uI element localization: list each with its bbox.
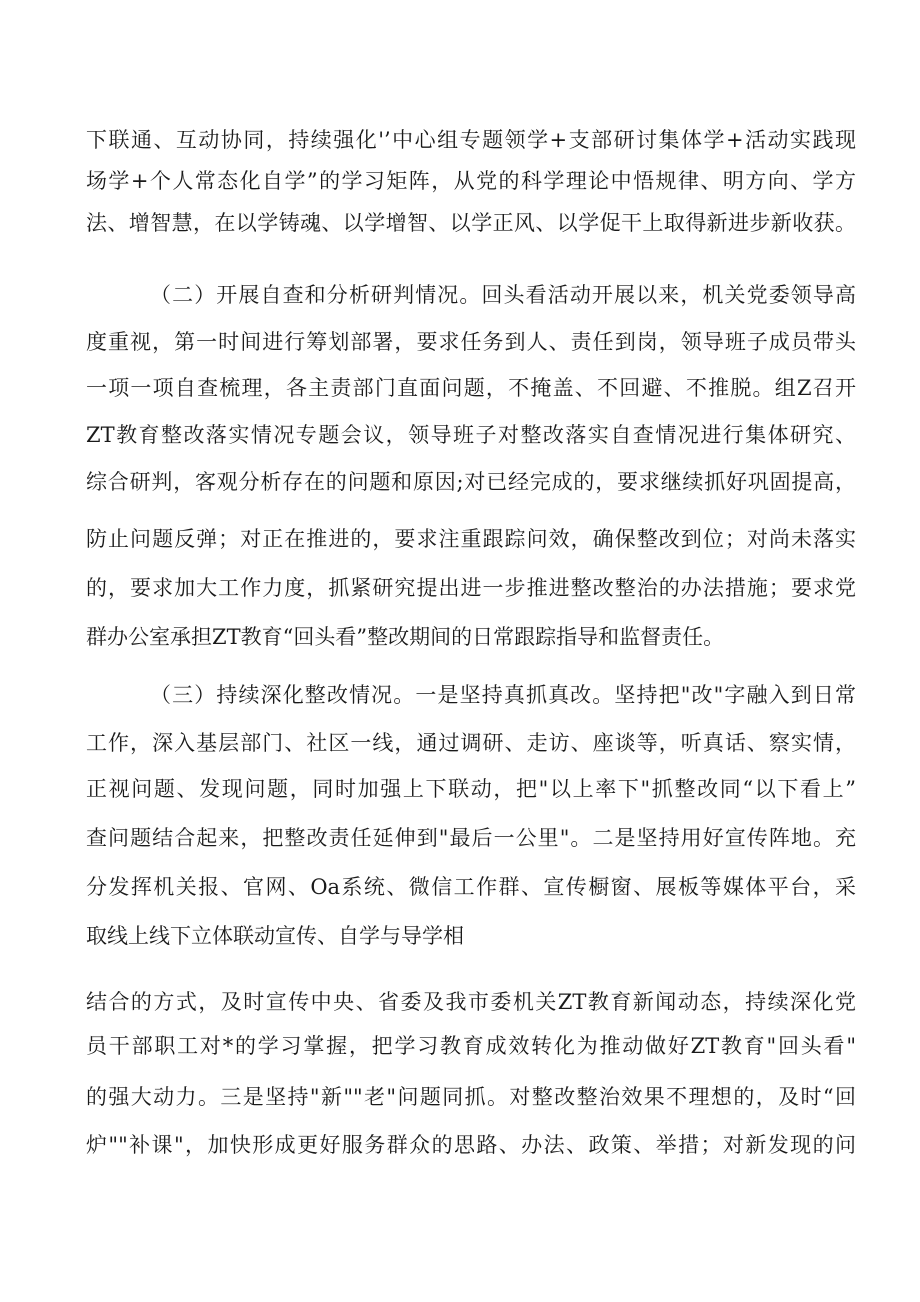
body-text-line: 的，要求加大工作力度，抓紧研究提出进一步推进整改整治的办法措施；要求党 — [86, 576, 856, 600]
body-text-line: 一项一项自查梳理，各主责部门直面问题，不掩盖、不回避、不推脱。组Z召开 — [86, 376, 856, 400]
body-text-line: 下联通、互动协同，持续强化'’中心组专题领学+支部研讨集体学+活动实践现 — [86, 128, 856, 152]
body-text-line: 查问题结合起来，把整改责任延伸到"最后一公里"。二是坚持用好宣传阵地。充 — [86, 826, 856, 850]
body-text-line: 结合的方式，及时宣传中央、省委及我市委机关ZT教育新闻动态，持续深化党 — [86, 990, 856, 1014]
body-text-line: 工作，深入基层部门、社区一线，通过调研、走访、座谈等，听真话、察实情， — [86, 731, 856, 755]
body-text-line: 炉""补课"，加快形成更好服务群众的思路、办法、政策、举措；对新发现的问 — [86, 1133, 856, 1157]
body-text-line: 分发挥机关报、官网、Oa系统、微信工作群、宣传橱窗、展板等媒体平台，采 — [86, 875, 856, 899]
body-text-line: 的强大动力。三是坚持"新""老"问题同抓。对整改整治效果不理想的，及时“回 — [86, 1085, 856, 1109]
body-text-line: ZT教育整改落实情况专题会议，领导班子对整改落实自查情况进行集体研究、 — [86, 423, 856, 447]
body-text-line: 正视问题、发现问题，同时加强上下联动，把"以上率下"抓整改同“以下看上” — [86, 777, 856, 801]
body-text-line: 员干部职工对*的学习掌握，把学习教育成效转化为推动做好ZT教育"回头看" — [86, 1034, 856, 1058]
body-text-line: 防止问题反弹；对正在推进的，要求注重跟踪问效，确保整改到位；对尚未落实 — [86, 527, 856, 551]
section-heading-line: （三）持续深化整改情况。一是坚持真抓真改。坚持把"改"字融入到日常 — [150, 683, 856, 707]
section-heading-line: （二）开展自查和分析研判情况。回头看活动开展以来，机关党委领导高 — [150, 283, 856, 307]
body-text-line: 取线上线下立体联动宣传、自学与导学相 — [86, 924, 464, 948]
body-text-line: 综合研判，客观分析存在的问题和原因;对已经完成的，要求继续抓好巩固提高， — [86, 470, 856, 494]
body-text-line: 法、增智慧，在以学铸魂、以学增智、以学正风、以学促干上取得新进步新收获。 — [86, 211, 856, 235]
body-text-line: 群办公室承担ZT教育“回头看”整改期间的日常跟踪指导和监督责任。 — [86, 625, 725, 649]
body-text-line: 场学+个人常态化自学”的学习矩阵，从党的科学理论中悟规律、明方向、学方 — [86, 169, 856, 193]
body-text-line: 度重视，第一时间进行筹划部署，要求任务到人、责任到岗，领导班子成员带头 — [86, 330, 856, 354]
